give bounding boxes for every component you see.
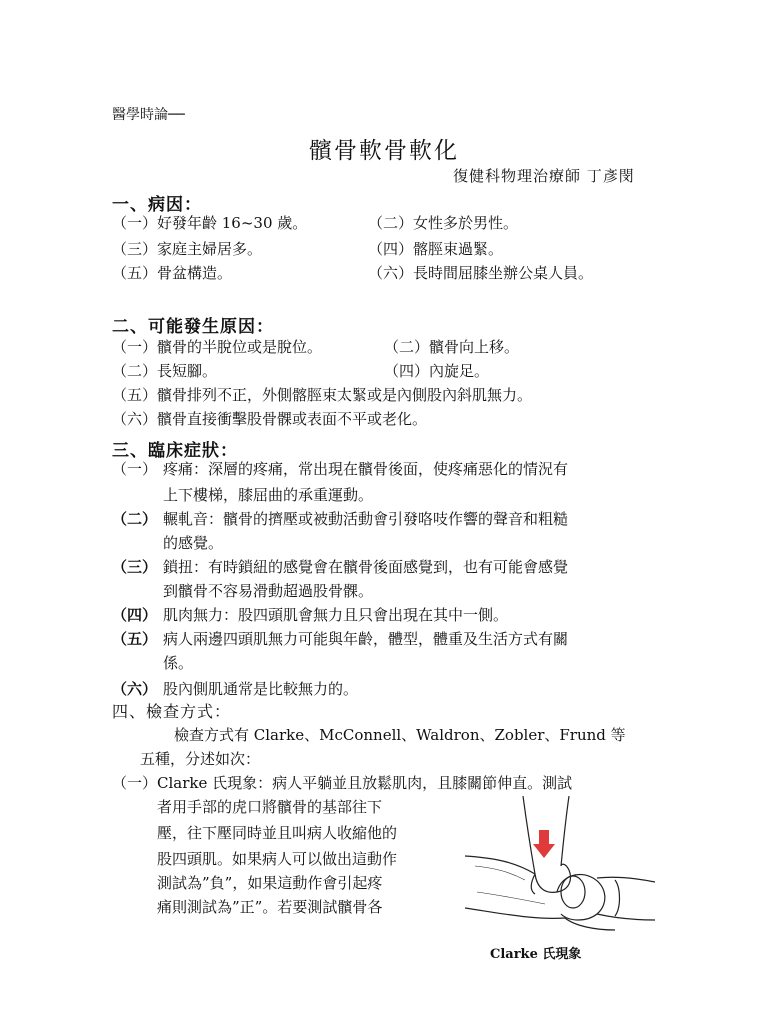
sec3-item-2-line-2: 的感覺。 <box>163 534 224 552</box>
sec4-item-1-line-3: 壓，往下壓同時並且叫病人收縮他的 <box>157 824 398 842</box>
sec4-item-1-line-5: 測試為”負”，如果這動作會引起疼 <box>157 874 383 892</box>
figure-caption: Clarke 氏現象 <box>490 947 582 962</box>
sec2-item-4: （四）內旋足。 <box>384 362 490 380</box>
sec2-item-5: （五）髕骨排列不正，外側髂脛束太緊或是內側股內斜肌無力。 <box>112 386 533 404</box>
sec3-item-6-line-1: 股內側肌通常是比較無力的。 <box>163 680 359 698</box>
sec3-item-5-label: （五） <box>112 630 158 648</box>
sec2-item-1: （一）髕骨的半脫位或是脫位。 <box>112 338 323 356</box>
sec2-item-3: （二）長短腳。 <box>112 362 218 380</box>
sec4-intro-line-1: 檢查方式有 Clarke、McConnell、Waldron、Zobler、Frund 等 <box>174 726 626 744</box>
sec3-item-5-line-1: 病人兩邊四頭肌無力可能與年齡，體型，體重及生活方式有關 <box>163 630 569 648</box>
section-1-heading: 一、病因： <box>112 195 202 215</box>
sec1-item-3: （三）家庭主婦居多。 <box>112 240 263 258</box>
author-line: 復健科物理治療師 丁彥閔 <box>453 167 635 185</box>
sec3-item-3-line-1: 鎖扭：有時鎖紐的感覺會在髕骨後面感覺到，也有可能會感覺 <box>163 558 569 576</box>
section-4-heading: 四、檢查方式： <box>112 702 232 721</box>
header-note: 醫學時論── <box>112 107 185 123</box>
sec3-item-3-line-2: 到髕骨不容易滑動超過股骨髁。 <box>163 582 374 600</box>
clarke-sign-figure <box>465 796 655 936</box>
sec1-item-1: （一）好發年齡 16~30 歲。 <box>112 214 308 232</box>
sec1-item-4: （四）髂脛束過緊。 <box>368 240 504 258</box>
sec3-item-5-line-2: 係。 <box>163 654 194 672</box>
knee-illustration <box>465 796 655 936</box>
sec4-item-1-line-6: 痛則測試為”正”。若要測試髕骨各 <box>157 898 383 916</box>
sec2-item-6: （六）髕骨直接衝擊股骨髁或表面不平或老化。 <box>112 410 428 428</box>
section-3-heading: 三、臨床症狀： <box>112 441 238 461</box>
sec3-item-1-line-1: 疼痛：深層的疼痛，常出現在髕骨後面，使疼痛惡化的情況有 <box>163 460 569 478</box>
sec1-item-2: （二）女性多於男性。 <box>368 214 519 232</box>
sec4-item-1-line-4: 股四頭肌。如果病人可以做出這動作 <box>157 850 398 868</box>
sec2-item-2: （二）髕骨向上移。 <box>384 338 520 356</box>
sec1-item-6: （六）長時間屈膝坐辦公桌人員。 <box>368 264 594 282</box>
sec3-item-1-line-2: 上下樓梯，膝屈曲的承重運動。 <box>163 486 374 504</box>
sec3-item-6-label: （六） <box>112 680 158 698</box>
down-arrow-icon <box>533 830 555 858</box>
sec3-item-1-label: （一） <box>112 460 158 478</box>
page-title: 髕骨軟骨軟化 <box>309 138 459 164</box>
sec3-item-2-label: （二） <box>112 510 158 528</box>
sec3-item-3-label: （三） <box>112 558 158 576</box>
sec3-item-2-line-1: 輾軋音：髕骨的擠壓或被動活動會引發咯吱作響的聲音和粗糙 <box>163 510 569 528</box>
sec4-intro-line-2: 五種，分述如次： <box>140 750 261 768</box>
sec1-item-5: （五）骨盆構造。 <box>112 264 233 282</box>
sec4-item-1-line-2: 者用手部的虎口將髕骨的基部往下 <box>157 798 383 816</box>
sec3-item-4-label: （四） <box>112 606 158 624</box>
section-2-heading: 二、可能發生原因： <box>112 317 274 337</box>
sec4-item-1-line-1: （一）Clarke 氏現象：病人平躺並且放鬆肌肉，且膝關節伸直。測試 <box>112 774 573 792</box>
sec3-item-4-line-1: 肌肉無力：股四頭肌會無力且只會出現在其中一側。 <box>163 606 509 624</box>
